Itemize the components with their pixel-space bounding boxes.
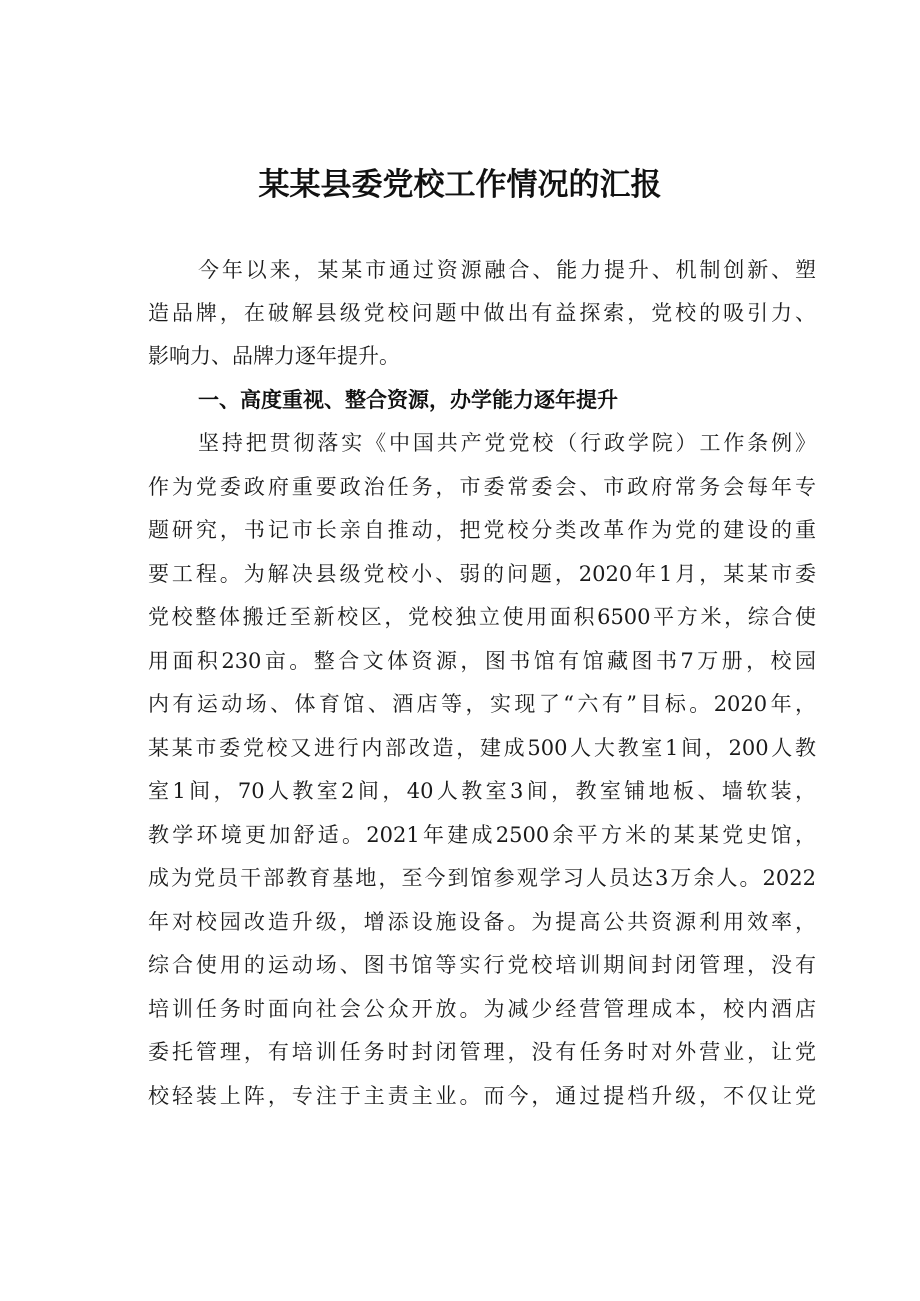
paragraph-line: 要工程。为解决县级党校小、弱的问题，2020年1月，某某市委 xyxy=(148,562,816,586)
paragraph-line: 综合使用的运动场、图书馆等实行党校培训期间封闭管理，没有 xyxy=(148,953,816,977)
paragraph-line: 作为党委政府重要政治任务，市委常委会、市政府常务会每年专 xyxy=(148,475,816,499)
paragraph-line: 委托管理，有培训任务时封闭管理，没有任务时对外营业，让党 xyxy=(148,1040,816,1064)
paragraph-line: 坚持把贯彻落实《中国共产党党校（行政学院）工作条例》 xyxy=(198,431,816,455)
paragraph-line: 用面积230亩。整合文体资源，图书馆有馆藏图书7万册，校园 xyxy=(148,649,816,673)
paragraph-line: 年对校园改造升级，增添设施设备。为提高公共资源利用效率， xyxy=(148,910,816,934)
paragraph-line: 教学环境更加舒适。2021年建成2500余平方米的某某党史馆， xyxy=(148,823,816,847)
paragraph-line: 党校整体搬迁至新校区，党校独立使用面积6500平方米，综合使 xyxy=(148,605,816,629)
paragraph-line: 校轻装上阵，专注于主责主业。而今，通过提档升级，不仅让党 xyxy=(148,1084,816,1108)
intro-line: 造品牌，在破解县级党校问题中做出有益探索，党校的吸引力、 xyxy=(148,301,816,325)
paragraph-line: 内有运动场、体育馆、酒店等，实现了“六有”目标。2020年， xyxy=(148,692,816,716)
paragraph-line: 成为党员干部教育基地，至今到馆参观学习人员达3万余人。2022 xyxy=(148,866,816,890)
intro-line: 今年以来，某某市通过资源融合、能力提升、机制创新、塑 xyxy=(198,258,816,282)
intro-line: 影响力、品牌力逐年提升。 xyxy=(148,344,400,368)
document-title: 某某县委党校工作情况的汇报 xyxy=(258,167,662,203)
section-heading: 一、高度重视、整合资源，办学能力逐年提升 xyxy=(198,388,618,412)
paragraph-line: 培训任务时面向社会公众开放。为减少经营管理成本，校内酒店 xyxy=(148,997,816,1021)
paragraph-line: 题研究，书记市长亲自推动，把党校分类改革作为党的建设的重 xyxy=(148,518,816,542)
paragraph-line: 室1间，70人教室2间，40人教室3间，教室铺地板、墙软装， xyxy=(148,779,816,803)
paragraph-line: 某某市委党校又进行内部改造，建成500人大教室1间，200人教 xyxy=(148,736,816,760)
